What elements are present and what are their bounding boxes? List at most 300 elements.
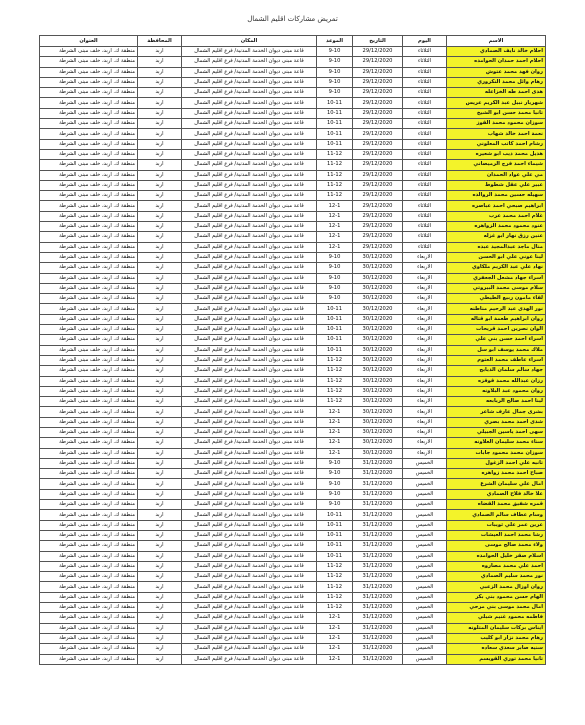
day-cell: الخميس xyxy=(403,592,447,602)
time-cell: 10-11 xyxy=(317,108,353,118)
date-cell: 31/12/2020 xyxy=(353,654,403,664)
date-cell: 29/12/2020 xyxy=(353,57,403,67)
time-cell: 10-11 xyxy=(317,530,353,540)
participant-name: شيماء احمد فرج الرميصاني xyxy=(447,160,546,170)
time-cell: 9-10 xyxy=(317,458,353,468)
place-cell: قاعة مبنى ديوان الخدمة المدنية/ فرع اقليم الشمال xyxy=(182,582,317,592)
day-cell: الخميس xyxy=(403,613,447,623)
address-cell: منطقة ك. اربد، خلف مبنى الشرطة xyxy=(40,325,138,335)
participant-name: سوزان محمد محمود جابات xyxy=(447,448,546,458)
participant-name: عرين عمر علي ثويبات xyxy=(447,520,546,530)
place-cell: قاعة مبنى ديوان الخدمة المدنية/ فرع اقليم الشمال xyxy=(182,592,317,602)
date-cell: 31/12/2020 xyxy=(353,592,403,602)
table-row xyxy=(40,335,546,345)
participant-name: جهاد سالم سلمان الذيابج xyxy=(447,366,546,376)
day-cell: الثلاثاء xyxy=(403,180,447,190)
participant-name: رشام احمد كاتب المعلوني xyxy=(447,139,546,149)
date-cell: 30/12/2020 xyxy=(353,335,403,345)
time-cell: 10-11 xyxy=(317,520,353,530)
governorate-cell: اربد xyxy=(138,592,182,602)
participant-name: رشا محمد احمد العيشات xyxy=(447,530,546,540)
governorate-cell: اربد xyxy=(138,57,182,67)
day-cell: الاربعاء xyxy=(403,397,447,407)
date-cell: 29/12/2020 xyxy=(353,232,403,242)
governorate-cell: اربد xyxy=(138,386,182,396)
address-cell: منطقة ك. اربد، خلف مبنى الشرطة xyxy=(40,211,138,221)
day-cell: الثلاثاء xyxy=(403,57,447,67)
participant-name: اسراء جهاد مشعل الجعفري xyxy=(447,273,546,283)
schedule-table xyxy=(39,35,546,665)
day-cell: الثلاثاء xyxy=(403,242,447,252)
day-cell: الخميس xyxy=(403,520,447,530)
time-cell: 12-1 xyxy=(317,613,353,623)
table-row xyxy=(40,407,546,417)
day-cell: الخميس xyxy=(403,510,447,520)
address-cell: منطقة ك. اربد، خلف مبنى الشرطة xyxy=(40,448,138,458)
date-cell: 29/12/2020 xyxy=(353,77,403,87)
governorate-cell: اربد xyxy=(138,314,182,324)
table-row xyxy=(40,304,546,314)
table-row xyxy=(40,222,546,232)
time-cell: 9-10 xyxy=(317,294,353,304)
participant-name: سناء محمد سليمان العلاونه xyxy=(447,438,546,448)
participant-name: رهام وائل محمد النكروري xyxy=(447,77,546,87)
place-cell: قاعة مبنى ديوان الخدمة المدنية/ فرع اقليم الشمال xyxy=(182,273,317,283)
page-title: تمريض مشاركات اقليم الشمال xyxy=(247,15,338,23)
table-row xyxy=(40,376,546,386)
governorate-cell: اربد xyxy=(138,551,182,561)
address-cell: منطقة ك. اربد، خلف مبنى الشرطة xyxy=(40,407,138,417)
table-row xyxy=(40,458,546,468)
table-row xyxy=(40,191,546,201)
place-cell: قاعة مبنى ديوان الخدمة المدنية/ فرع اقليم الشمال xyxy=(182,479,317,489)
address-cell: منطقة ك. اربد، خلف مبنى الشرطة xyxy=(40,129,138,139)
day-cell: الثلاثاء xyxy=(403,160,447,170)
day-cell: الاربعاء xyxy=(403,376,447,386)
day-cell: الثلاثاء xyxy=(403,139,447,149)
day-cell: الاربعاء xyxy=(403,325,447,335)
date-cell: 29/12/2020 xyxy=(353,119,403,129)
table-row xyxy=(40,252,546,262)
address-cell: منطقة ك. اربد، خلف مبنى الشرطة xyxy=(40,644,138,654)
participant-name: روان اوزال محمد الزعبي xyxy=(447,582,546,592)
day-cell: الاربعاء xyxy=(403,335,447,345)
address-cell: منطقة ك. اربد، خلف مبنى الشرطة xyxy=(40,623,138,633)
table-row xyxy=(40,397,546,407)
place-cell: قاعة مبنى ديوان الخدمة المدنية/ فرع اقليم الشمال xyxy=(182,57,317,67)
day-cell: الاربعاء xyxy=(403,366,447,376)
date-cell: 31/12/2020 xyxy=(353,623,403,633)
day-cell: الثلاثاء xyxy=(403,119,447,129)
day-cell: الخميس xyxy=(403,489,447,499)
participant-name: تانيه علي احمد الزغول xyxy=(447,458,546,468)
table-row xyxy=(40,448,546,458)
table-row xyxy=(40,489,546,499)
place-cell: قاعة مبنى ديوان الخدمة المدنية/ فرع اقليم الشمال xyxy=(182,263,317,273)
time-cell: 9-10 xyxy=(317,252,353,262)
date-cell: 31/12/2020 xyxy=(353,551,403,561)
table-row xyxy=(40,160,546,170)
governorate-cell: اربد xyxy=(138,222,182,232)
place-cell: قاعة مبنى ديوان الخدمة المدنية/ فرع اقليم الشمال xyxy=(182,88,317,98)
governorate-cell: اربد xyxy=(138,294,182,304)
day-cell: الخميس xyxy=(403,500,447,510)
address-cell: منطقة ك. اربد، خلف مبنى الشرطة xyxy=(40,479,138,489)
time-cell: 12-1 xyxy=(317,633,353,643)
place-cell: قاعة مبنى ديوان الخدمة المدنية/ فرع اقليم الشمال xyxy=(182,129,317,139)
table-row xyxy=(40,139,546,149)
time-cell: 11-12 xyxy=(317,582,353,592)
place-cell: قاعة مبنى ديوان الخدمة المدنية/ فرع اقليم الشمال xyxy=(182,633,317,643)
time-cell: 9-10 xyxy=(317,67,353,77)
date-cell: 31/12/2020 xyxy=(353,644,403,654)
day-cell: الخميس xyxy=(403,603,447,613)
place-cell: قاعة مبنى ديوان الخدمة المدنية/ فرع اقليم الشمال xyxy=(182,335,317,345)
time-cell: 10-11 xyxy=(317,345,353,355)
address-cell: منطقة ك. اربد، خلف مبنى الشرطة xyxy=(40,170,138,180)
place-cell: قاعة مبنى ديوان الخدمة المدنية/ فرع اقليم الشمال xyxy=(182,417,317,427)
governorate-cell: اربد xyxy=(138,67,182,77)
time-cell: 11-12 xyxy=(317,561,353,571)
address-cell: منطقة ك. اربد، خلف مبنى الشرطة xyxy=(40,139,138,149)
day-cell: الخميس xyxy=(403,541,447,551)
date-cell: 30/12/2020 xyxy=(353,273,403,283)
participant-name: الوان نصرين احمد قريحات xyxy=(447,325,546,335)
time-cell: 10-11 xyxy=(317,129,353,139)
date-cell: 30/12/2020 xyxy=(353,345,403,355)
address-cell: منطقة ك. اربد، خلف مبنى الشرطة xyxy=(40,355,138,365)
time-cell: 9-10 xyxy=(317,500,353,510)
place-cell: قاعة مبنى ديوان الخدمة المدنية/ فرع اقليم الشمال xyxy=(182,180,317,190)
participant-name: نور محمد سليم الصمادي xyxy=(447,572,546,582)
date-cell: 30/12/2020 xyxy=(353,407,403,417)
date-cell: 29/12/2020 xyxy=(353,180,403,190)
participant-name: صباح احمد محمد زواهره xyxy=(447,469,546,479)
time-cell: 12-1 xyxy=(317,232,353,242)
table-row xyxy=(40,67,546,77)
participant-name: ولاء محمد صالح موسى xyxy=(447,541,546,551)
address-cell: منطقة ك. اربد، خلف مبنى الشرطة xyxy=(40,88,138,98)
participant-name: شهريار نبيل عبد الكريم عريس xyxy=(447,98,546,108)
address-cell: منطقة ك. اربد، خلف مبنى الشرطة xyxy=(40,119,138,129)
participant-name: امال علي سليمان الشرع xyxy=(447,479,546,489)
day-cell: الثلاثاء xyxy=(403,222,447,232)
time-cell: 10-11 xyxy=(317,335,353,345)
day-cell: الخميس xyxy=(403,469,447,479)
table-row xyxy=(40,582,546,592)
table-row xyxy=(40,180,546,190)
date-cell: 30/12/2020 xyxy=(353,252,403,262)
table-row xyxy=(40,325,546,335)
date-cell: 29/12/2020 xyxy=(353,201,403,211)
participant-name: وسام عطاف سالم الصمادي xyxy=(447,510,546,520)
table-body xyxy=(40,47,546,665)
table-row xyxy=(40,366,546,376)
participant-name: عنود محمود محمد الزواهره xyxy=(447,222,546,232)
time-cell: 12-1 xyxy=(317,644,353,654)
header-date: التاريخ xyxy=(353,36,403,47)
day-cell: الخميس xyxy=(403,623,447,633)
place-cell: قاعة مبنى ديوان الخدمة المدنية/ فرع اقليم الشمال xyxy=(182,613,317,623)
table-row xyxy=(40,119,546,129)
place-cell: قاعة مبنى ديوان الخدمة المدنية/ فرع اقليم الشمال xyxy=(182,201,317,211)
date-cell: 30/12/2020 xyxy=(353,314,403,324)
date-cell: 31/12/2020 xyxy=(353,530,403,540)
participant-name: امال محمد موسى بني مرحي xyxy=(447,603,546,613)
place-cell: قاعة مبنى ديوان الخدمة المدنية/ فرع اقليم الشمال xyxy=(182,67,317,77)
governorate-cell: اربد xyxy=(138,325,182,335)
day-cell: الثلاثاء xyxy=(403,98,447,108)
table-row xyxy=(40,644,546,654)
time-cell: 9-10 xyxy=(317,479,353,489)
table-row xyxy=(40,273,546,283)
place-cell: قاعة مبنى ديوان الخدمة المدنية/ فرع اقليم الشمال xyxy=(182,386,317,396)
participant-name: هديل محمد ذيب ابو شعيره xyxy=(447,149,546,159)
address-cell: منطقة ك. اربد، خلف مبنى الشرطة xyxy=(40,222,138,232)
participant-name: سوزان محمود محمد القوز xyxy=(447,119,546,129)
table-row xyxy=(40,592,546,602)
address-cell: منطقة ك. اربد، خلف مبنى الشرطة xyxy=(40,417,138,427)
time-cell: 12-1 xyxy=(317,417,353,427)
governorate-cell: اربد xyxy=(138,273,182,283)
place-cell: قاعة مبنى ديوان الخدمة المدنية/ فرع اقليم الشمال xyxy=(182,654,317,664)
governorate-cell: اربد xyxy=(138,335,182,345)
time-cell: 12-1 xyxy=(317,427,353,437)
place-cell: قاعة مبنى ديوان الخدمة المدنية/ فرع اقليم الشمال xyxy=(182,304,317,314)
date-cell: 30/12/2020 xyxy=(353,304,403,314)
address-cell: منطقة ك. اربد، خلف مبنى الشرطة xyxy=(40,294,138,304)
place-cell: قاعة مبنى ديوان الخدمة المدنية/ فرع اقليم الشمال xyxy=(182,551,317,561)
time-cell: 11-12 xyxy=(317,160,353,170)
table-row xyxy=(40,108,546,118)
table-row xyxy=(40,314,546,324)
day-cell: الثلاثاء xyxy=(403,170,447,180)
place-cell: قاعة مبنى ديوان الخدمة المدنية/ فرع اقليم الشمال xyxy=(182,98,317,108)
table-row xyxy=(40,530,546,540)
place-cell: قاعة مبنى ديوان الخدمة المدنية/ فرع اقليم الشمال xyxy=(182,139,317,149)
table-row xyxy=(40,242,546,252)
place-cell: قاعة مبنى ديوان الخدمة المدنية/ فرع اقليم الشمال xyxy=(182,644,317,654)
day-cell: الخميس xyxy=(403,572,447,582)
date-cell: 30/12/2020 xyxy=(353,386,403,396)
governorate-cell: اربد xyxy=(138,191,182,201)
day-cell: الاربعاء xyxy=(403,448,447,458)
place-cell: قاعة مبنى ديوان الخدمة المدنية/ فرع اقليم الشمال xyxy=(182,448,317,458)
address-cell: منطقة ك. اربد، خلف مبنى الشرطة xyxy=(40,541,138,551)
time-cell: 11-12 xyxy=(317,376,353,386)
address-cell: منطقة ك. اربد، خلف مبنى الشرطة xyxy=(40,149,138,159)
time-cell: 11-12 xyxy=(317,191,353,201)
table-row xyxy=(40,355,546,365)
date-cell: 29/12/2020 xyxy=(353,211,403,221)
participant-name: الهام حسن محمود بني بكر xyxy=(447,592,546,602)
day-cell: الثلاثاء xyxy=(403,77,447,87)
date-cell: 31/12/2020 xyxy=(353,572,403,582)
participant-name: نعمة احمد خالد شهاب xyxy=(447,129,546,139)
table-row xyxy=(40,211,546,221)
governorate-cell: اربد xyxy=(138,479,182,489)
address-cell: منطقة ك. اربد، خلف مبنى الشرطة xyxy=(40,345,138,355)
place-cell: قاعة مبنى ديوان الخدمة المدنية/ فرع اقليم الشمال xyxy=(182,170,317,180)
place-cell: قاعة مبنى ديوان الخدمة المدنية/ فرع اقليم الشمال xyxy=(182,191,317,201)
governorate-cell: اربد xyxy=(138,427,182,437)
governorate-cell: اربد xyxy=(138,304,182,314)
time-cell: 9-10 xyxy=(317,469,353,479)
table-row xyxy=(40,603,546,613)
table-row xyxy=(40,541,546,551)
table-row xyxy=(40,47,546,57)
date-cell: 29/12/2020 xyxy=(353,67,403,77)
governorate-cell: اربد xyxy=(138,561,182,571)
governorate-cell: اربد xyxy=(138,366,182,376)
participant-name: غلام احمد محمد عرب xyxy=(447,211,546,221)
address-cell: منطقة ك. اربد، خلف مبنى الشرطة xyxy=(40,108,138,118)
address-cell: منطقة ك. اربد، خلف مبنى الشرطة xyxy=(40,510,138,520)
place-cell: قاعة مبنى ديوان الخدمة المدنية/ فرع اقليم الشمال xyxy=(182,623,317,633)
governorate-cell: اربد xyxy=(138,520,182,530)
table-row xyxy=(40,88,546,98)
day-cell: الاربعاء xyxy=(403,273,447,283)
day-cell: الخميس xyxy=(403,633,447,643)
time-cell: 9-10 xyxy=(317,263,353,273)
day-cell: الخميس xyxy=(403,458,447,468)
table-row xyxy=(40,283,546,293)
participant-name: مي علي عواد الحمدان xyxy=(447,170,546,180)
date-cell: 30/12/2020 xyxy=(353,325,403,335)
date-cell: 30/12/2020 xyxy=(353,263,403,273)
time-cell: 10-11 xyxy=(317,98,353,108)
date-cell: 29/12/2020 xyxy=(353,170,403,180)
place-cell: قاعة مبنى ديوان الخدمة المدنية/ فرع اقليم الشمال xyxy=(182,119,317,129)
table-row xyxy=(40,417,546,427)
day-cell: الاربعاء xyxy=(403,386,447,396)
table-row xyxy=(40,232,546,242)
header-governorate: المحافظة xyxy=(138,36,182,47)
place-cell: قاعة مبنى ديوان الخدمة المدنية/ فرع اقليم الشمال xyxy=(182,438,317,448)
time-cell: 9-10 xyxy=(317,88,353,98)
address-cell: منطقة ك. اربد، خلف مبنى الشرطة xyxy=(40,57,138,67)
governorate-cell: اربد xyxy=(138,47,182,57)
address-cell: منطقة ك. اربد، خلف مبنى الشرطة xyxy=(40,551,138,561)
address-cell: منطقة ك. اربد، خلف مبنى الشرطة xyxy=(40,386,138,396)
governorate-cell: اربد xyxy=(138,458,182,468)
day-cell: الثلاثاء xyxy=(403,88,447,98)
governorate-cell: اربد xyxy=(138,613,182,623)
table-row xyxy=(40,479,546,489)
date-cell: 30/12/2020 xyxy=(353,397,403,407)
place-cell: قاعة مبنى ديوان الخدمة المدنية/ فرع اقليم الشمال xyxy=(182,108,317,118)
participant-name: رهام محمد نزار ابو كليب xyxy=(447,633,546,643)
day-cell: الثلاثاء xyxy=(403,201,447,211)
date-cell: 31/12/2020 xyxy=(353,541,403,551)
date-cell: 31/12/2020 xyxy=(353,510,403,520)
time-cell: 9-10 xyxy=(317,489,353,499)
date-cell: 29/12/2020 xyxy=(353,88,403,98)
header-address: العنوان xyxy=(40,36,138,47)
time-cell: 11-12 xyxy=(317,149,353,159)
address-cell: منطقة ك. اربد، خلف مبنى الشرطة xyxy=(40,180,138,190)
address-cell: منطقة ك. اربد، خلف مبنى الشرطة xyxy=(40,98,138,108)
governorate-cell: اربد xyxy=(138,541,182,551)
time-cell: 10-11 xyxy=(317,304,353,314)
place-cell: قاعة مبنى ديوان الخدمة المدنية/ فرع اقليم الشمال xyxy=(182,469,317,479)
address-cell: منطقة ك. اربد، خلف مبنى الشرطة xyxy=(40,582,138,592)
time-cell: 10-11 xyxy=(317,325,353,335)
participant-name: رزان عبدالله محمد قوقزه xyxy=(447,376,546,386)
participant-name: بشرى جمال عارف شاعر xyxy=(447,407,546,417)
address-cell: منطقة ك. اربد، خلف مبنى الشرطة xyxy=(40,263,138,273)
participant-name: ملاك محمد يوسف ابو سل xyxy=(447,345,546,355)
date-cell: 30/12/2020 xyxy=(353,427,403,437)
address-cell: منطقة ك. اربد، خلف مبنى الشرطة xyxy=(40,314,138,324)
governorate-cell: اربد xyxy=(138,108,182,118)
address-cell: منطقة ك. اربد، خلف مبنى الشرطة xyxy=(40,520,138,530)
address-cell: منطقة ك. اربد، خلف مبنى الشرطة xyxy=(40,654,138,664)
governorate-cell: اربد xyxy=(138,500,182,510)
date-cell: 31/12/2020 xyxy=(353,469,403,479)
governorate-cell: اربد xyxy=(138,633,182,643)
day-cell: الثلاثاء xyxy=(403,211,447,221)
place-cell: قاعة مبنى ديوان الخدمة المدنية/ فرع اقليم الشمال xyxy=(182,510,317,520)
participant-name: روان ابراهيم طعمة ابو قتاله xyxy=(447,314,546,324)
day-cell: الثلاثاء xyxy=(403,129,447,139)
day-cell: الخميس xyxy=(403,530,447,540)
participant-name: فاطمه محمود غنيم شبلي xyxy=(447,613,546,623)
time-cell: 11-12 xyxy=(317,572,353,582)
time-cell: 9-10 xyxy=(317,273,353,283)
date-cell: 30/12/2020 xyxy=(353,438,403,448)
place-cell: قاعة مبنى ديوان الخدمة المدنية/ فرع اقليم الشمال xyxy=(182,397,317,407)
governorate-cell: اربد xyxy=(138,129,182,139)
day-cell: الخميس xyxy=(403,654,447,664)
time-cell: 12-1 xyxy=(317,242,353,252)
participant-name: منال ماجد عبدالمجيد عبده xyxy=(447,242,546,252)
day-cell: الثلاثاء xyxy=(403,191,447,201)
date-cell: 30/12/2020 xyxy=(353,376,403,386)
time-cell: 10-11 xyxy=(317,119,353,129)
governorate-cell: اربد xyxy=(138,345,182,355)
participant-name: هدى احمد طه الخزاعله xyxy=(447,88,546,98)
time-cell: 12-1 xyxy=(317,654,353,664)
date-cell: 30/12/2020 xyxy=(353,355,403,365)
address-cell: منطقة ك. اربد، خلف مبنى الشرطة xyxy=(40,427,138,437)
date-cell: 30/12/2020 xyxy=(353,417,403,427)
date-cell: 29/12/2020 xyxy=(353,129,403,139)
address-cell: منطقة ك. اربد، خلف مبنى الشرطة xyxy=(40,603,138,613)
day-cell: الاربعاء xyxy=(403,263,447,273)
participant-name: علا خالد فلاح الصمادي xyxy=(447,489,546,499)
place-cell: قاعة مبنى ديوان الخدمة المدنية/ فرع اقليم الشمال xyxy=(182,376,317,386)
table-row xyxy=(40,98,546,108)
date-cell: 29/12/2020 xyxy=(353,149,403,159)
address-cell: منطقة ك. اربد، خلف مبنى الشرطة xyxy=(40,273,138,283)
participant-name: سهى احمد ياسين الجبيلي xyxy=(447,427,546,437)
time-cell: 10-11 xyxy=(317,551,353,561)
time-cell: 10-11 xyxy=(317,139,353,149)
participant-name: لينا عوني علي ابو الحسن xyxy=(447,252,546,262)
governorate-cell: اربد xyxy=(138,644,182,654)
address-cell: منطقة ك. اربد، خلف مبنى الشرطة xyxy=(40,458,138,468)
place-cell: قاعة مبنى ديوان الخدمة المدنية/ فرع اقليم الشمال xyxy=(182,149,317,159)
participant-name: اسراء عاطف محمد العتوم xyxy=(447,355,546,365)
governorate-cell: اربد xyxy=(138,119,182,129)
governorate-cell: اربد xyxy=(138,77,182,87)
table-row xyxy=(40,57,546,67)
participant-name: لقاء مامون ربيع الطيطي xyxy=(447,294,546,304)
address-cell: منطقة ك. اربد، خلف مبنى الشرطة xyxy=(40,500,138,510)
address-cell: منطقة ك. اربد، خلف مبنى الشرطة xyxy=(40,67,138,77)
place-cell: قاعة مبنى ديوان الخدمة المدنية/ فرع اقليم الشمال xyxy=(182,530,317,540)
